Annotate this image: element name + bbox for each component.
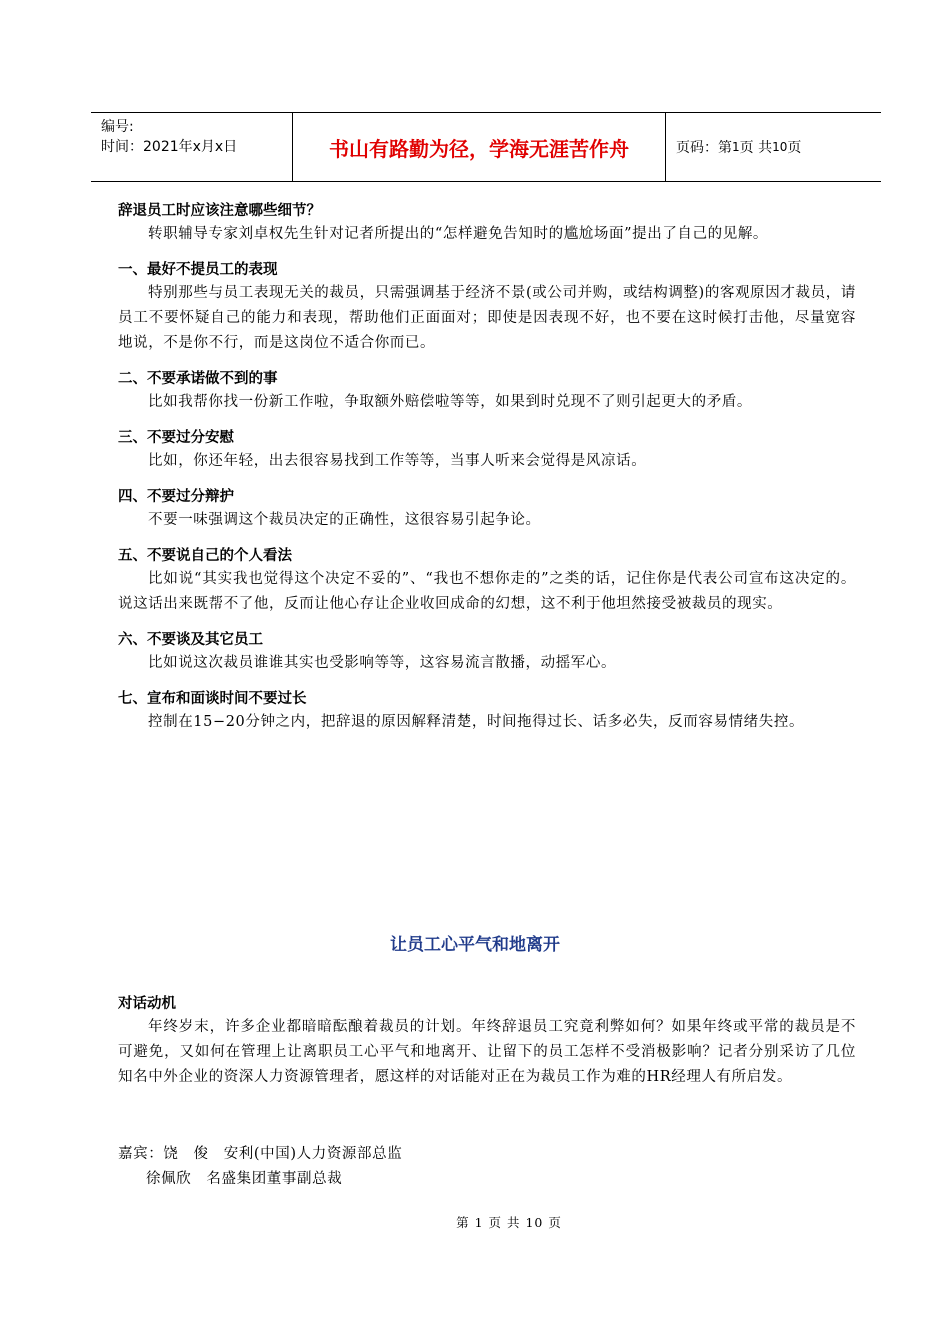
article2-title: 让员工心平气和地离开 [390,935,560,955]
section-body: 特别那些与员工表现无关的裁员，只需强调基于经济不景(或公司并购，或结构调整)的客观原因才裁员，请员工不要怀疑自己的能力和表现，帮助他们正面面对；即使是因表现不好，也不要在这时候打击他，尽量宽容地说，不是你不行，而是这岗位不适合你而已。 [118,285,856,351]
guest-line: 徐佩欣 名盛集团董事副总裁 [146,1171,343,1187]
guest-list [118,1142,402,1192]
section-heading: 二、不要承诺做不到的事 [118,371,278,387]
article-title: 辞退员工时应该注意哪些细节？ [118,203,321,219]
section-heading: 六、不要谈及其它员工 [118,632,263,648]
guest-line: 嘉宾：饶 俊 安利(中国)人力资源部总监 [118,1146,403,1162]
page-number: 1 [732,140,740,154]
header-motto: 书山有路勤为径，学海无涯苦作舟 [293,113,666,181]
section-heading: 五、不要说自己的个人看法 [118,548,292,564]
page-footer: 第 1 页 共 10 页 [456,1215,562,1230]
time-label: 时间：2021年x月x日 [101,139,238,155]
article-intro: 转职辅导专家刘卓权先生针对记者所提出的“怎样避免告知时的尴尬场面”提出了自己的见解。 [148,226,769,242]
section-body: 比如说“其实我也觉得这个决定不妥的”、“我也不想你走的”之类的话，记住你是代表公司宣布这决定的。说这话出来既帮不了他，反而让他心存让企业收回成命的幻想，这不利于他坦然接受被裁员的现实。 [118,571,856,612]
article2-paragraph: 年终岁末，许多企业都暗暗酝酿着裁员的计划。年终辞退员工究竟利弊如何？如果年终或平常的裁员是不可避免，又如何在管理上让离职员工心平气和地离开、让留下的员工怎样不受消极影响？记者分别采访了几位知名中外企业的资深人力资源管理者，愿这样的对话能对正在为裁员工作为难的HR经理人有所启发。 [118,1019,856,1085]
section-body: 比如说这次裁员谁谁其实也受影响等等，这容易流言散播，动摇军心。 [148,655,617,671]
header-meta-cell [91,113,293,181]
page-label-prefix: 页码：第 [676,140,732,156]
number-label: 编号: [101,119,134,135]
page-label-mid: 页 共 [739,140,773,156]
section-heading: 七、宣布和面谈时间不要过长 [118,691,307,707]
section-heading: 三、不要过分安慰 [118,430,234,446]
document-header [91,112,881,182]
section-heading: 四、不要过分辩护 [118,489,234,505]
page-total: 10 [772,140,788,154]
header-page-cell [666,113,881,181]
section-heading: 一、最好不提员工的表现 [118,262,278,278]
section-body: 不要一味强调这个裁员决定的正确性，这很容易引起争论。 [148,512,541,528]
page-label-suffix: 页 [787,140,802,156]
section-body: 比如，你还年轻，出去很容易找到工作等等，当事人听来会觉得是风凉话。 [148,453,647,469]
article2-body [118,993,856,1090]
section-body: 控制在15−20分钟之内，把辞退的原因解释清楚，时间拖得过长、话多必失，反而容易情绪失控。 [148,714,805,730]
article-body [118,200,856,735]
section-body: 比如我帮你找一份新工作啦，争取额外赔偿啦等等，如果到时兑现不了则引起更大的矛盾。 [148,394,752,410]
article2-subheading: 对话动机 [118,996,176,1012]
